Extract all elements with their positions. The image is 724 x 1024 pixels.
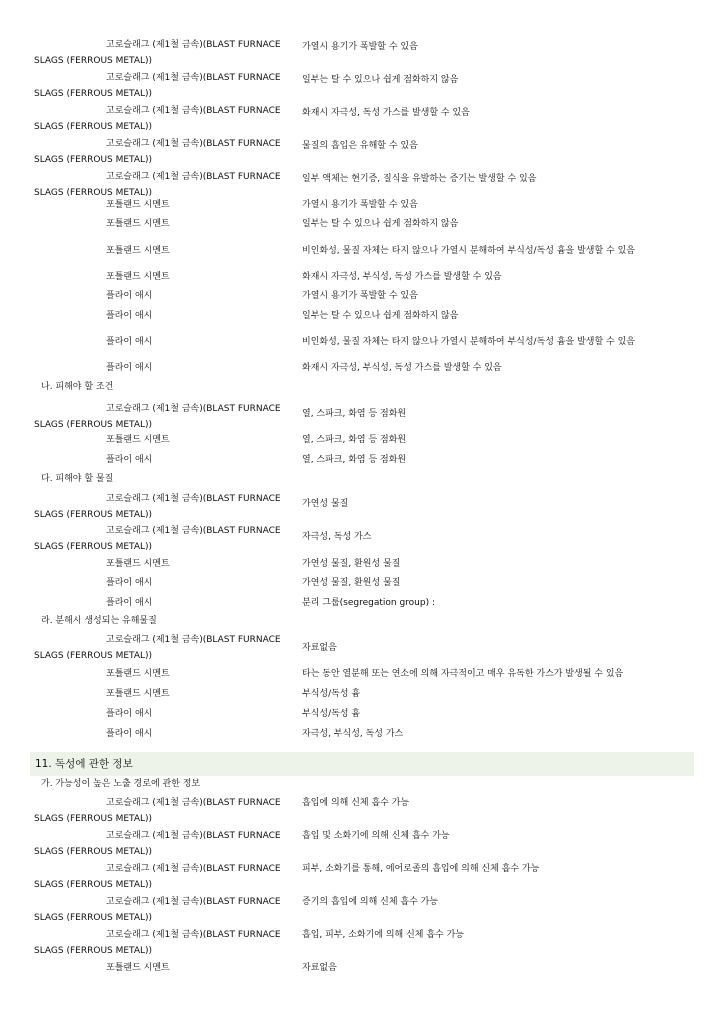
decomposition-text: 부식성/독성 흄 (302, 689, 361, 699)
substance-name: 플라이 애시 (106, 455, 153, 465)
exposure-text: 흡입 및 소화기에 의해 신체 흡수 가능 (302, 831, 450, 841)
hazard-text: 화재시 자극성, 독성 가스를 발생할 수 있음 (302, 108, 470, 118)
exposure-text: 자료없음 (302, 963, 337, 973)
substance-name: 포틀랜드 시멘트 (106, 559, 170, 569)
substance-name: 플라이 애시 (106, 291, 153, 301)
material-text: 가연성 물질 (302, 499, 349, 509)
sub-heading: 라. 분해시 생성되는 유해물질 (41, 616, 157, 626)
substance-name: 포틀랜드 시멘트 (106, 200, 170, 210)
substance-name-cont: SLAGS (FERROUS METAL)) (34, 913, 153, 923)
substance-name-cont: SLAGS (FERROUS METAL)) (34, 155, 153, 165)
substance-name: 포틀랜드 시멘트 (106, 219, 170, 229)
substance-name: 고로슬래그 (제1철 금속)(BLAST FURNACE (106, 635, 281, 645)
substance-name: 포틀랜드 시멘트 (106, 272, 170, 282)
substance-name-cont: SLAGS (FERROUS METAL)) (34, 510, 153, 520)
hazard-text: 비인화성, 물질 자체는 타지 않으나 가열시 분해하여 부식성/독성 흄을 발생할 수 있음 (302, 246, 635, 256)
substance-name: 고로슬래그 (제1철 금속)(BLAST FURNACE (106, 172, 281, 182)
substance-name-cont: SLAGS (FERROUS METAL)) (34, 880, 153, 890)
substance-name: 고로슬래그 (제1철 금속)(BLAST FURNACE (106, 526, 281, 536)
substance-name-cont: SLAGS (FERROUS METAL)) (34, 420, 153, 430)
condition-text: 열, 스파크, 화염 등 점화원 (302, 455, 407, 465)
hazard-text: 물질의 흡입은 유해할 수 있음 (302, 141, 418, 151)
hazard-text: 가열시 용기가 폭발할 수 있음 (302, 291, 418, 301)
sub-heading: 가. 가능성이 높은 노출 경로에 관한 정보 (41, 779, 201, 789)
substance-name: 고로슬래그 (제1철 금속)(BLAST FURNACE (106, 798, 281, 808)
substance-name: 포틀랜드 시멘트 (106, 435, 170, 445)
substance-name-cont: SLAGS (FERROUS METAL)) (34, 56, 153, 66)
section-title: 11. 독성에 관한 정보 (35, 758, 133, 770)
substance-name: 고로슬래그 (제1철 금속)(BLAST FURNACE (106, 930, 281, 940)
substance-name: 포틀랜드 시멘트 (106, 689, 170, 699)
substance-name: 포틀랜드 시멘트 (106, 669, 170, 679)
condition-text: 열, 스파크, 화염 등 점화원 (302, 409, 407, 419)
exposure-text: 흡입에 의해 신체 흡수 가능 (302, 798, 410, 808)
substance-name-cont: SLAGS (FERROUS METAL)) (34, 122, 153, 132)
substance-name: 고로슬래그 (제1철 금속)(BLAST FURNACE (106, 106, 281, 116)
substance-name: 고로슬래그 (제1철 금속)(BLAST FURNACE (106, 864, 281, 874)
exposure-text: 증기의 흡입에 의해 신체 흡수 가능 (302, 897, 439, 907)
sub-heading: 다. 피해야 할 물질 (41, 474, 114, 484)
substance-name: 플라이 애시 (106, 311, 153, 321)
substance-name-cont: SLAGS (FERROUS METAL)) (34, 542, 153, 552)
hazard-text: 일부 액체는 현기증, 질식을 유발하는 증기는 발생할 수 있음 (302, 174, 537, 184)
hazard-text: 화재시 자극성, 부식성, 독성 가스를 발생할 수 있음 (302, 272, 502, 282)
substance-name-cont: SLAGS (FERROUS METAL)) (34, 188, 153, 198)
substance-name-cont: SLAGS (FERROUS METAL)) (34, 89, 153, 99)
hazard-text: 가열시 용기가 폭발할 수 있음 (302, 200, 418, 210)
substance-name: 플라이 애시 (106, 337, 153, 347)
material-text: 가연성 물질, 환원성 물질 (302, 559, 401, 569)
substance-name-cont: SLAGS (FERROUS METAL)) (34, 814, 153, 824)
substance-name: 플라이 애시 (106, 363, 153, 373)
hazard-text: 일부는 탈 수 있으나 쉽게 점화하지 않음 (302, 219, 459, 229)
substance-name-cont: SLAGS (FERROUS METAL)) (34, 651, 153, 661)
substance-name: 고로슬래그 (제1철 금속)(BLAST FURNACE (106, 494, 281, 504)
decomposition-text: 부식성/독성 흄 (302, 709, 361, 719)
substance-name-cont: SLAGS (FERROUS METAL)) (34, 847, 153, 857)
substance-name: 고로슬래그 (제1철 금속)(BLAST FURNACE (106, 73, 281, 83)
sub-heading: 나. 피해야 할 조건 (41, 382, 114, 392)
exposure-text: 피부, 소화기를 통해, 에어로졸의 흡입에 의해 신체 흡수 가능 (302, 864, 540, 874)
material-text: 가연성 물질, 환원성 물질 (302, 578, 401, 588)
substance-name: 포틀랜드 시멘트 (106, 246, 170, 256)
material-text: 분리 그룹(segregation group) : (302, 598, 435, 608)
substance-name: 플라이 애시 (106, 578, 153, 588)
substance-name-cont: SLAGS (FERROUS METAL)) (34, 946, 153, 956)
substance-name: 고로슬래그 (제1철 금속)(BLAST FURNACE (106, 897, 281, 907)
hazard-text: 비인화성, 물질 자체는 타지 않으나 가열시 분해하여 부식성/독성 흄을 발생할 수 있음 (302, 337, 635, 347)
condition-text: 열, 스파크, 화염 등 점화원 (302, 435, 407, 445)
hazard-text: 화재시 자극성, 부식성, 독성 가스를 발생할 수 있음 (302, 363, 502, 373)
substance-name: 포틀랜드 시멘트 (106, 963, 170, 973)
substance-name: 고로슬래그 (제1철 금속)(BLAST FURNACE (106, 831, 281, 841)
section-title-band (30, 752, 694, 776)
material-text: 자극성, 독성 가스 (302, 532, 372, 542)
substance-name: 플라이 애시 (106, 729, 153, 739)
decomposition-text: 타는 동안 열분해 또는 연소에 의해 자극적이고 매우 유독한 가스가 발생될 수 있음 (302, 669, 624, 679)
decomposition-text: 자극성, 부식성, 독성 가스 (302, 729, 404, 739)
hazard-text: 일부는 탈 수 있으나 쉽게 점화하지 않음 (302, 311, 459, 321)
substance-name: 플라이 애시 (106, 598, 153, 608)
substance-name: 고로슬래그 (제1철 금속)(BLAST FURNACE (106, 139, 281, 149)
substance-name: 고로슬래그 (제1철 금속)(BLAST FURNACE (106, 40, 281, 50)
exposure-text: 흡입, 피부, 소화기에 의해 신체 흡수 가능 (302, 930, 464, 940)
hazard-text: 일부는 탈 수 있으나 쉽게 점화하지 않음 (302, 75, 459, 85)
decomposition-text: 자료없음 (302, 643, 337, 653)
substance-name: 플라이 애시 (106, 709, 153, 719)
substance-name: 고로슬래그 (제1철 금속)(BLAST FURNACE (106, 404, 281, 414)
hazard-text: 가열시 용기가 폭발할 수 있음 (302, 42, 418, 52)
